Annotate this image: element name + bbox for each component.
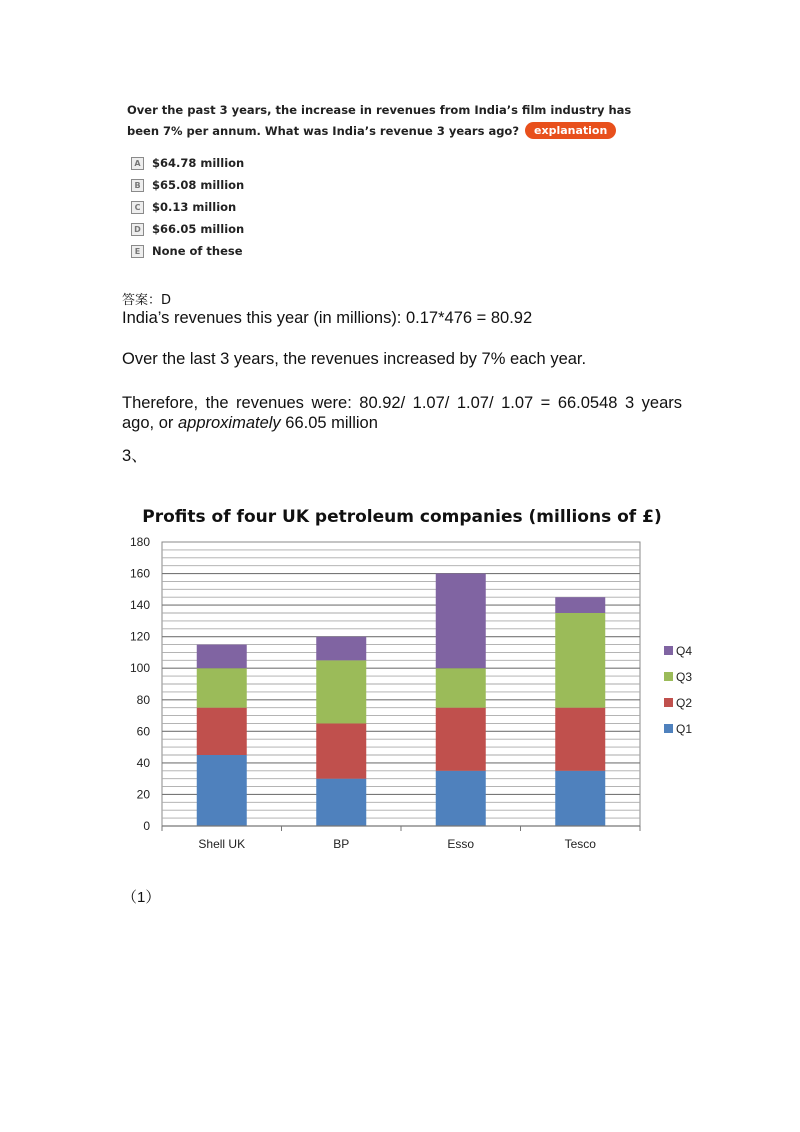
legend-label-q4: Q4: [676, 644, 693, 658]
option-a-letter-icon: A: [131, 157, 144, 170]
y-tick-label: 100: [129, 661, 150, 676]
option-c-letter-icon: C: [131, 201, 144, 214]
legend-swatch-q2: [664, 698, 673, 707]
chart-legend: [664, 644, 692, 736]
legend-swatch-q1: [664, 724, 673, 733]
bar-q1-tesco: [555, 771, 605, 826]
option-d-text: $66.05 million: [152, 222, 245, 236]
legend-swatch-q3: [664, 672, 673, 681]
solution-line-2: Over the last 3 years, the revenues increased by 7% each year.: [122, 350, 587, 368]
x-category-label: Shell UK: [198, 837, 246, 851]
option-e[interactable]: [131, 240, 244, 262]
option-d-letter-icon: D: [131, 223, 144, 236]
bar-q2-esso: [436, 708, 486, 771]
y-tick-label: 40: [136, 755, 150, 770]
question-text: [127, 100, 667, 142]
y-tick-label: 160: [129, 566, 150, 581]
solution-line-3-start: Therefore, the revenues were: 80.92/ 1.07/ 1.07/ 1.07 = 66.0548 3 years ago, or: [122, 394, 682, 432]
legend-swatch-q4: [664, 646, 673, 655]
x-category-label: Tesco: [564, 837, 596, 851]
bar-q1-shell-uk: [197, 755, 247, 826]
option-e-text: None of these: [152, 244, 243, 258]
solution-line-3-end: 66.05 million: [280, 414, 378, 432]
explanation-button[interactable]: explanation: [525, 122, 616, 139]
option-b-text: $65.08 million: [152, 178, 245, 192]
bar-q3-shell-uk: [197, 668, 247, 707]
bar-q2-bp: [316, 723, 366, 778]
bar-q4-shell-uk: [197, 645, 247, 669]
x-category-label: BP: [333, 837, 350, 851]
solution-line-3-emphasis: approximately: [177, 414, 281, 432]
question-body: Over the past 3 years, the increase in revenues from India’s film industry has been 7% per annum. What was India’s revenue 3 years ago?: [127, 103, 632, 138]
y-tick-label: 60: [136, 724, 150, 739]
solution-line-3: [122, 393, 682, 433]
legend-label-q3: Q3: [676, 670, 693, 684]
stacked-bar-chart: [110, 495, 693, 865]
solution-line-1: India’s revenues this year (in millions): 0.17*476 = 80.92: [122, 309, 533, 327]
section-number: 3、: [122, 447, 148, 465]
legend-label-q1: Q1: [676, 722, 693, 736]
bar-q4-tesco: [555, 597, 605, 613]
y-tick-label: 0: [143, 819, 150, 833]
option-a[interactable]: [131, 152, 244, 174]
bar-q1-esso: [436, 771, 486, 826]
bar-q1-bp: [316, 779, 366, 826]
bar-q3-esso: [436, 668, 486, 707]
y-tick-label: 20: [136, 787, 150, 802]
bar-q2-shell-uk: [197, 708, 247, 755]
sub-question-number: （1）: [122, 889, 161, 906]
y-tick-label: 140: [129, 598, 150, 613]
option-b[interactable]: [131, 174, 244, 196]
bar-q4-esso: [436, 574, 486, 669]
option-d[interactable]: [131, 218, 244, 240]
bar-q3-tesco: [555, 613, 605, 708]
option-a-text: $64.78 million: [152, 156, 245, 170]
option-c-text: $0.13 million: [152, 200, 237, 214]
bar-q2-tesco: [555, 708, 605, 771]
y-tick-label: 80: [136, 692, 150, 707]
bar-q4-bp: [316, 637, 366, 661]
chart-svg: [110, 495, 693, 865]
y-tick-label: 120: [129, 629, 150, 644]
answer-key: 答案：D: [122, 293, 172, 308]
chart-title: Profits of four UK petroleum companies (millions of £): [142, 507, 662, 527]
option-b-letter-icon: B: [131, 179, 144, 192]
option-c[interactable]: [131, 196, 244, 218]
answer-options: [131, 152, 244, 262]
y-tick-label: 180: [129, 535, 150, 549]
legend-label-q2: Q2: [676, 696, 693, 710]
bar-q3-bp: [316, 660, 366, 723]
option-e-letter-icon: E: [131, 245, 144, 258]
x-category-label: Esso: [447, 837, 475, 851]
